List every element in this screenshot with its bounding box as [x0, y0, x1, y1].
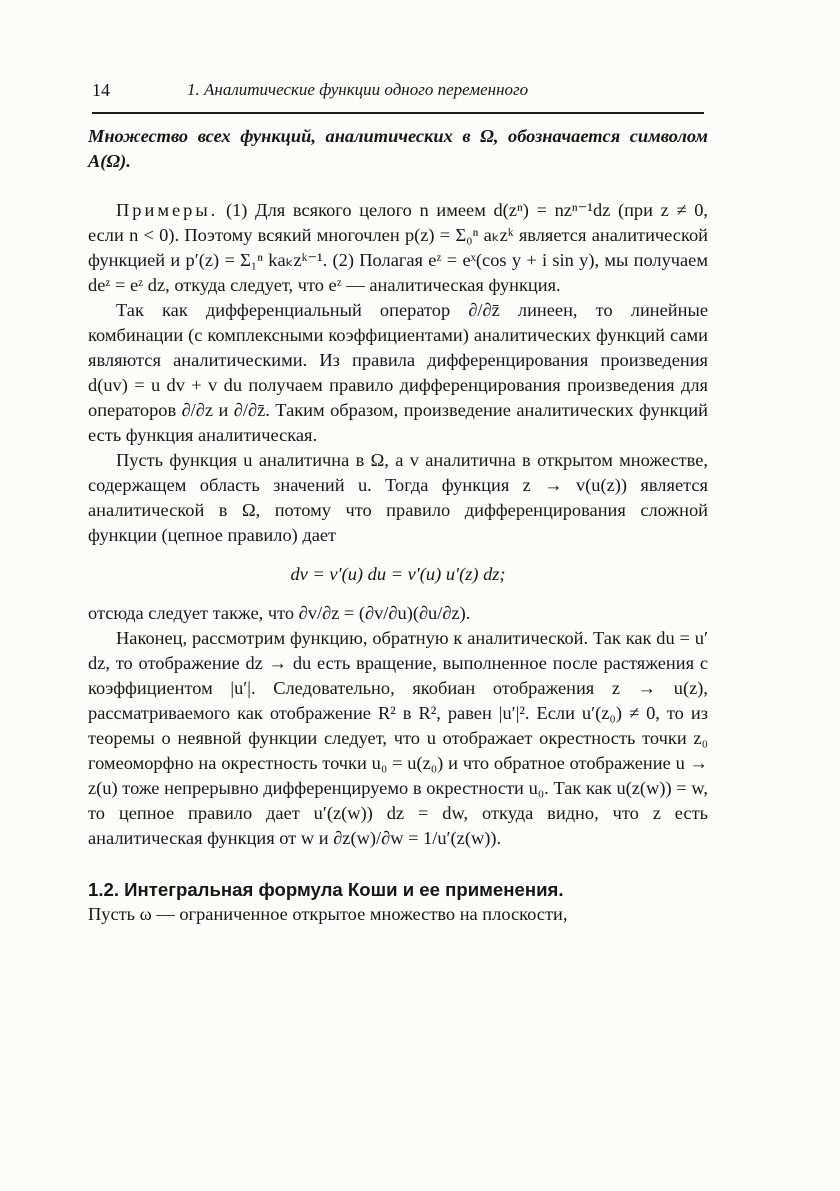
definition-paragraph: Множество всех функций, аналитических в Ω, обозначается символом A(Ω).: [88, 126, 708, 171]
examples-label: Примеры.: [116, 200, 219, 220]
linearity-paragraph: Так как дифференциальный оператор ∂/∂z̄ линеен, то линейные комбинации (с комплексными коэффициентами) аналитических функций сами являются аналитическими. Из правила дифференцирования произведения d(uv) = u dv + v du получаем правило дифференцирования произведения для операторов ∂/∂z и ∂/∂z̄. Таким образом, произведение аналитических функций есть функция аналитическая.: [88, 300, 708, 445]
main-text: [88, 124, 708, 927]
inverse-function-paragraph: Наконец, рассмотрим функцию, обратную к аналитической. Так как du = u′ dz, то отображение dz → du есть вращение, выполненное после растяжения с коэффициентом |u′|. Следовательно, якобиан отображения z → u(z), рассматриваемого как отображение R² в R², равен |u′|². Если u′(z₀) ≠ 0, то из теоремы о неявной функции следует, что u отображает окрестность точки z₀ гомеоморфно на окрестность точки u₀ = u(z₀) и что обратное отображение u → z(u) тоже непрерывно дифференцируемо в окрестности u₀. Так как u(z(w)) = w, то цепное правило дает u′(z(w)) dz = dw, откуда видно, что z есть аналитическая функция от w и ∂z(w)/∂w = 1/u′(z(w)).: [88, 628, 708, 848]
section-first-line: Пусть ω — ограниченное открытое множество на плоскости,: [88, 904, 568, 924]
page-header: [92, 78, 704, 114]
section-heading: 1.2. Интегральная формула Коши и ее применения.: [88, 879, 564, 900]
chain-rule-formula: dv = v′(u) du = v′(u) u′(z) dz;: [290, 564, 506, 584]
corollary-paragraph: отсюда следует также, что ∂v/∂z = (∂v/∂u)(∂u/∂z).: [88, 603, 471, 623]
examples-text: (1) Для всякого целого n имеем d(zⁿ) = nzⁿ⁻¹dz (при z ≠ 0, если n < 0). Поэтому всякий многочлен p(z) = Σ₀ⁿ aₖzᵏ является аналитической функцией и p′(z) = Σ₁ⁿ kaₖzᵏ⁻¹. (2) Полагая eᶻ = eˣ(cos y + i sin y), мы получаем deᶻ = eᶻ dz, откуда следует, что eᶻ — аналитическая функция.: [88, 200, 708, 295]
running-title: 1. Аналитические функции одного переменного: [187, 80, 529, 99]
page-number: 14: [92, 80, 110, 100]
examples-paragraph: [88, 198, 708, 298]
composition-paragraph: Пусть функция u аналитична в Ω, а v аналитична в открытом множестве, содержащем область значений u. Тогда функция z → v(u(z)) является аналитической в Ω, потому что правило дифференцирования сложной функции (цепное правило) дает: [88, 450, 708, 545]
